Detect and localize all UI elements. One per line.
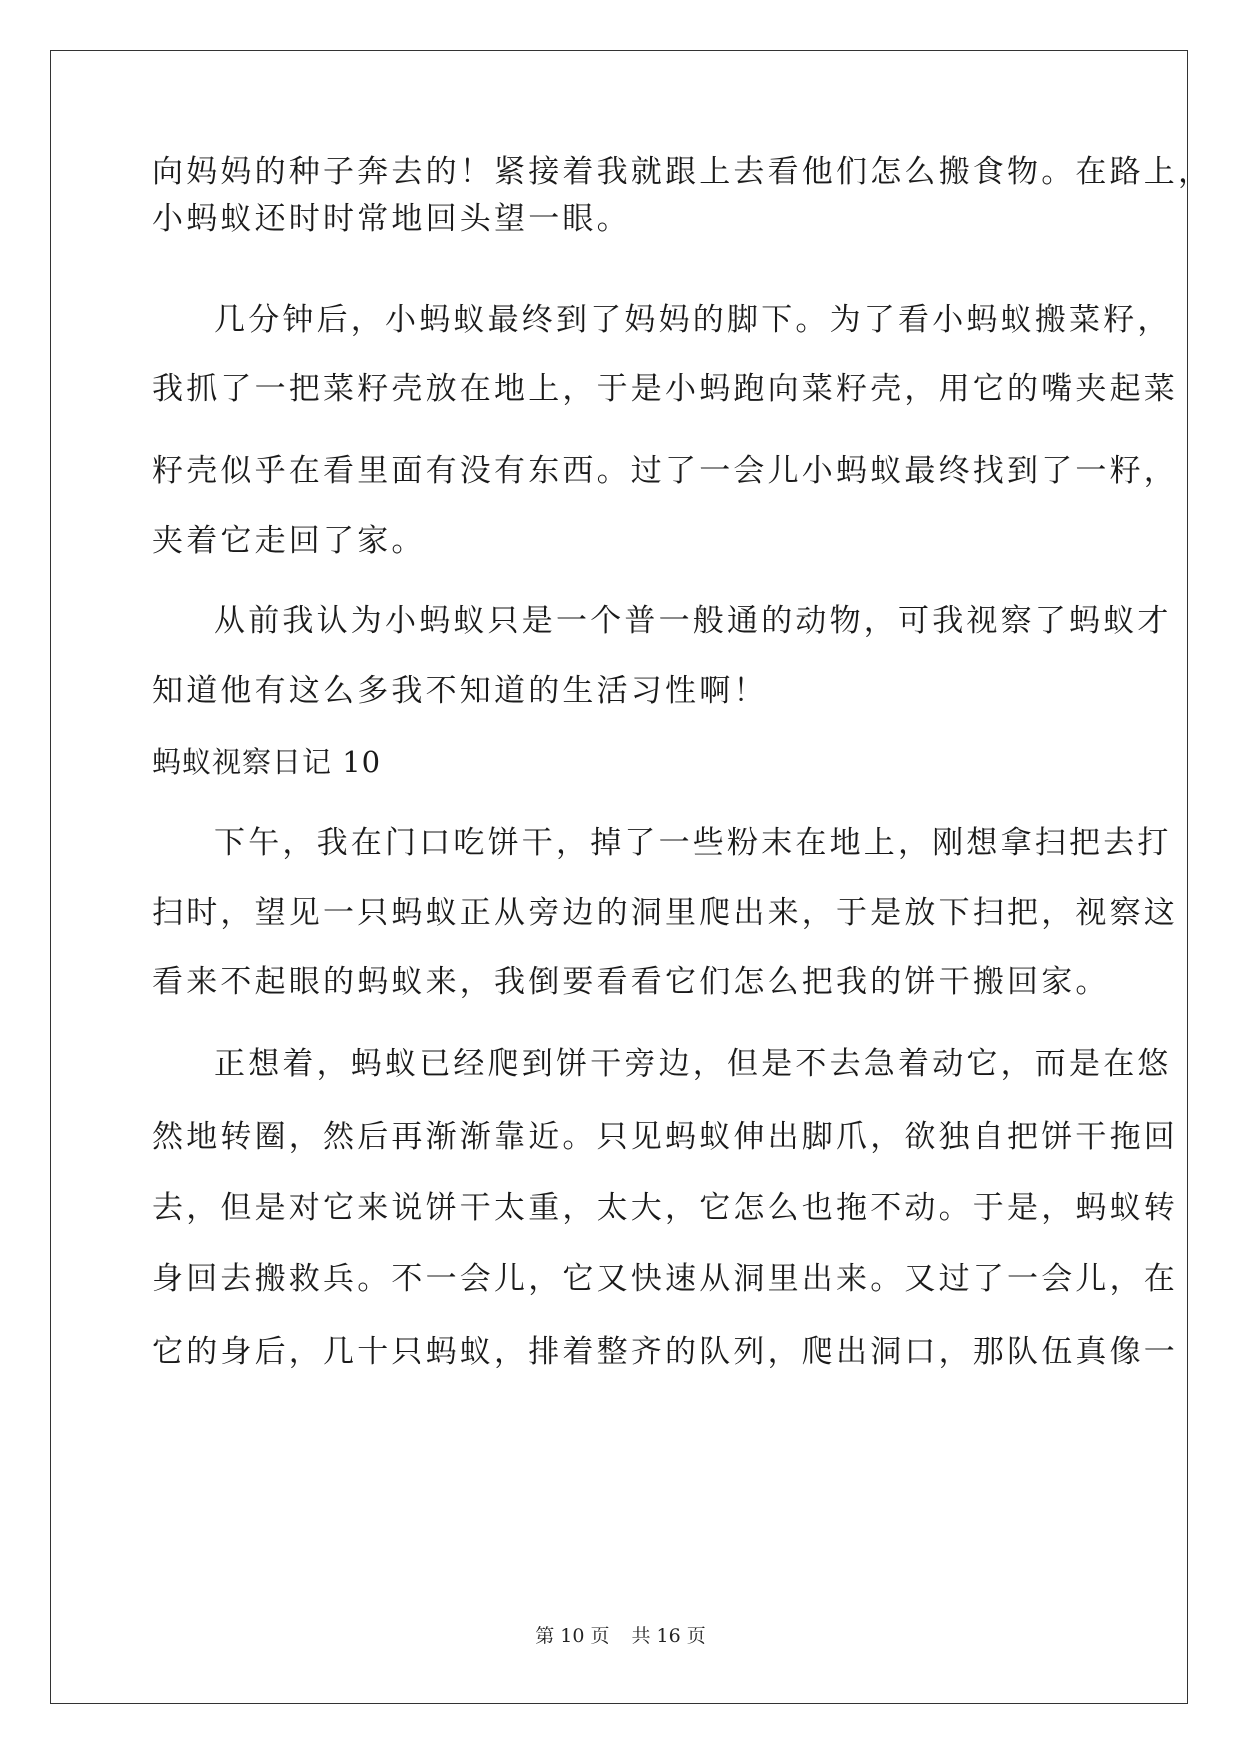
paragraph-line: 从前我认为小蚂蚁只是一个普一般通的动物，可我视察了蚂蚁才 (214, 603, 1172, 639)
page-number: 第 10 页 (535, 1625, 610, 1647)
paragraph-line: 小蚂蚁还时时常地回头望一眼。 (152, 201, 631, 237)
paragraph-line: 它的身后，几十只蚂蚁，排着整齐的队列，爬出洞口，那队伍真像一 (152, 1334, 1178, 1370)
paragraph-line: 扫时，望见一只蚂蚁正从旁边的洞里爬出来，于是放下扫把，视察这 (152, 895, 1178, 931)
paragraph-line: 看来不起眼的蚂蚁来，我倒要看看它们怎么把我的饼干搬回家。 (152, 964, 1110, 1000)
page-border (50, 50, 1188, 1704)
paragraph-line: 去，但是对它来说饼干太重，太大，它怎么也拖不动。于是，蚂蚁转 (152, 1190, 1178, 1226)
page-total: 共 16 页 (631, 1625, 706, 1647)
section-heading: 蚂蚁视察日记 10 (152, 745, 382, 779)
paragraph-line: 然地转圈，然后再渐渐靠近。只见蚂蚁伸出脚爪，欲独自把饼干拖回 (152, 1119, 1178, 1155)
paragraph-line: 几分钟后，小蚂蚁最终到了妈妈的脚下。为了看小蚂蚁搬菜籽， (214, 302, 1172, 338)
paragraph-line: 籽壳似乎在看里面有没有东西。过了一会儿小蚂蚁最终找到了一籽， (152, 453, 1178, 489)
paragraph-line: 正想着，蚂蚁已经爬到饼干旁边，但是不去急着动它，而是在悠 (214, 1046, 1172, 1082)
paragraph-line: 下午，我在门口吃饼干，掉了一些粉末在地上，刚想拿扫把去打 (214, 825, 1172, 861)
paragraph-line: 知道他有这么多我不知道的生活习性啊！ (152, 673, 768, 709)
paragraph-line: 向妈妈的种子奔去的！紧接着我就跟上去看他们怎么搬食物。在路上， (152, 154, 1213, 190)
paragraph-line: 身回去搬救兵。不一会儿，它又快速从洞里出来。又过了一会儿，在 (152, 1261, 1178, 1297)
page-footer (0, 1624, 1241, 1648)
paragraph-line: 我抓了一把菜籽壳放在地上，于是小蚂跑向菜籽壳，用它的嘴夹起菜 (152, 371, 1178, 407)
paragraph-line: 夹着它走回了家。 (152, 523, 426, 559)
